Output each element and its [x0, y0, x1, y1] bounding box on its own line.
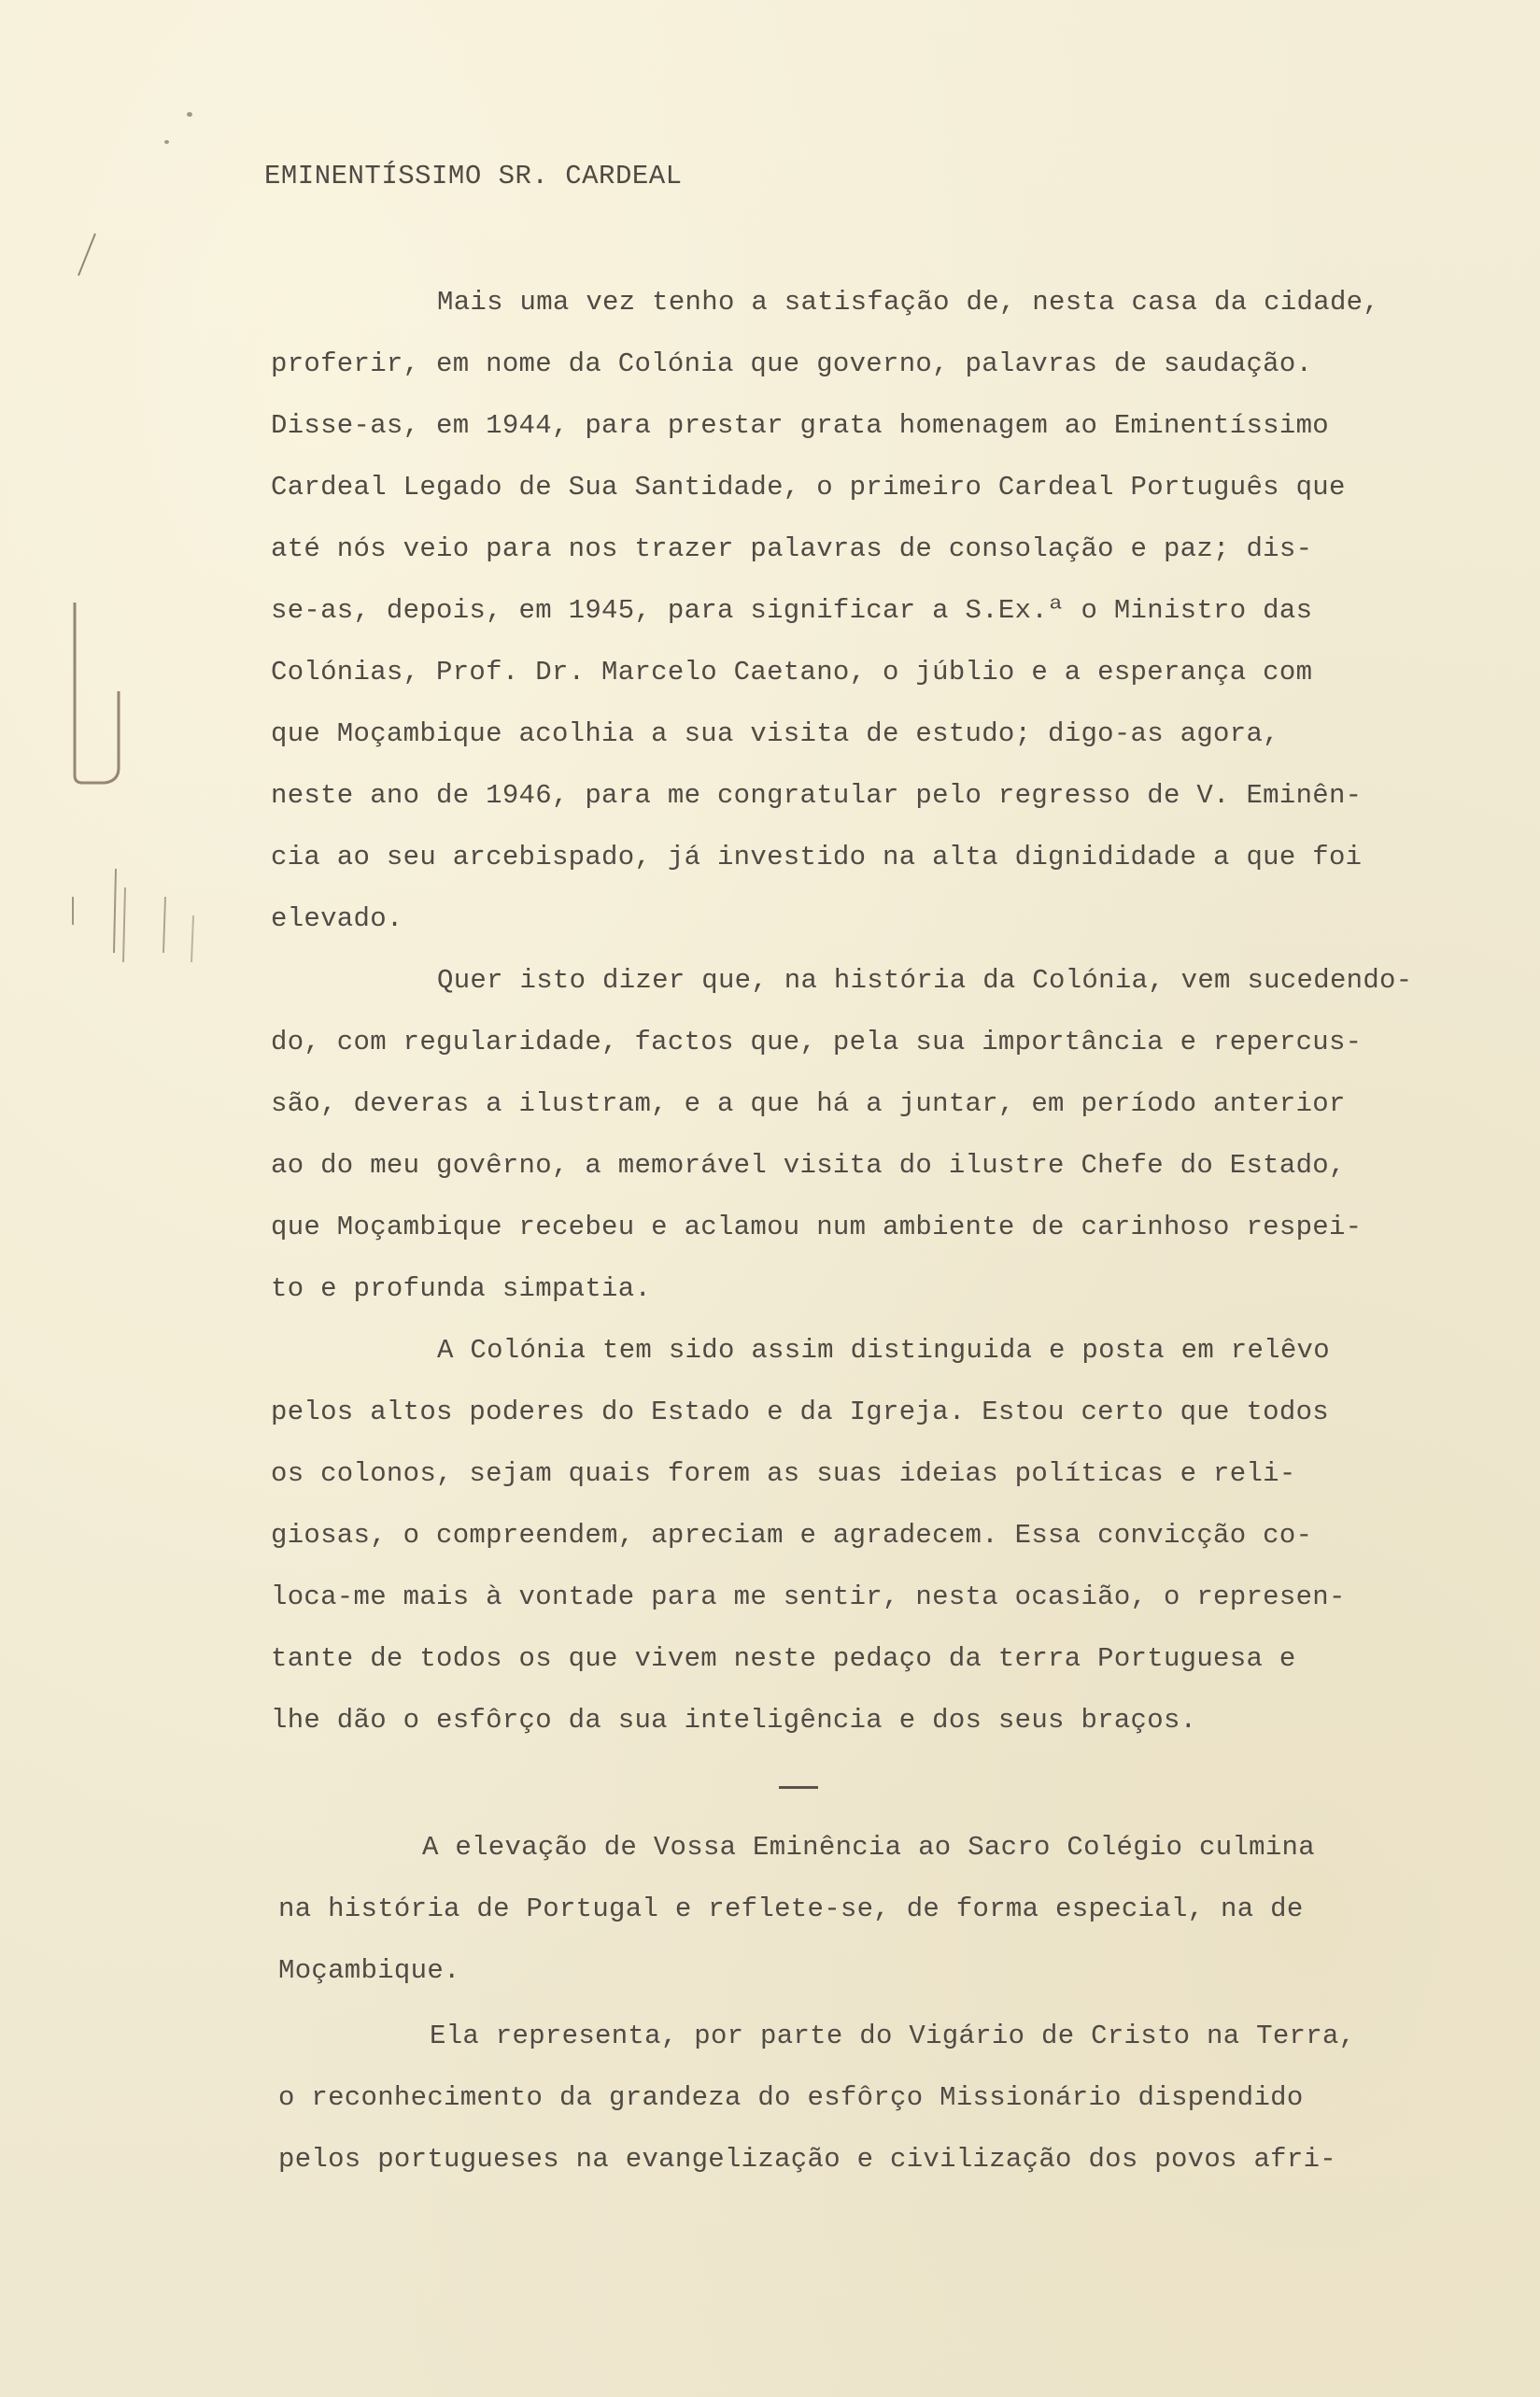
- text-line: Colónias, Prof. Dr. Marcelo Caetano, o júblio e a esperança com: [271, 657, 1313, 688]
- text-line: Moçambique.: [278, 1955, 460, 1986]
- text-line: até nós veio para nos trazer palavras de consolação e paz; dis-: [271, 533, 1313, 564]
- text-line: Quer isto dizer que, na história da Colónia, vem sucedendo-: [437, 965, 1413, 996]
- text-line: to e profunda simpatia.: [271, 1273, 652, 1304]
- text-line: na história de Portugal e reflete-se, de forma especial, na de: [278, 1893, 1304, 1924]
- text-line: A Colónia tem sido assim distinguida e posta em relêvo: [437, 1335, 1330, 1366]
- text-line: loca-me mais à vontade para me sentir, nesta ocasião, o represen-: [271, 1581, 1346, 1612]
- text-line: giosas, o compreendem, apreciam e agradecem. Essa convicção co-: [271, 1520, 1313, 1551]
- text-line: cia ao seu arcebispado, já investido na alta dignididade a que foi: [271, 842, 1363, 872]
- text-line: do, com regularidade, factos que, pela sua importância e repercus-: [271, 1027, 1363, 1057]
- text-line: elevado.: [271, 903, 403, 934]
- text-line: se-as, depois, em 1945, para significar a S.Ex.ª o Ministro das: [271, 595, 1313, 626]
- text-line: que Moçambique recebeu e aclamou num ambiente de carinhoso respei-: [271, 1212, 1363, 1242]
- text-line: neste ano de 1946, para me congratular pelo regresso de V. Eminên-: [271, 780, 1363, 811]
- margin-tick: [67, 224, 105, 280]
- text-line: tante de todos os que vivem neste pedaço da terra Portuguesa e: [271, 1643, 1296, 1674]
- text-line: Disse-as, em 1944, para prestar grata homenagem ao Eminentíssimo: [271, 410, 1329, 441]
- text-line: são, deveras a ilustram, e a que há a juntar, em período anterior: [271, 1088, 1346, 1119]
- text-line: que Moçambique acolhia a sua visita de estudo; digo-as agora,: [271, 718, 1279, 749]
- text-line: proferir, em nome da Colónia que governo, palavras de saudação.: [271, 348, 1313, 379]
- speck: [187, 112, 192, 117]
- speck: [164, 140, 169, 144]
- text-line: pelos altos poderes do Estado e da Igreja. Estou certo que todos: [271, 1397, 1329, 1427]
- section-separator: [779, 1786, 818, 1789]
- text-line: o reconhecimento da grandeza do esfôrço Missionário dispendido: [278, 2082, 1304, 2113]
- page-title: EMINENTÍSSIMO SR. CARDEAL: [264, 161, 683, 191]
- text-line: Ela representa, por parte do Vigário de Cristo na Terra,: [430, 2021, 1356, 2051]
- text-line: ao do meu govêrno, a memorável visita do ilustre Chefe do Estado,: [271, 1150, 1346, 1181]
- text-line: A elevação de Vossa Eminência ao Sacro Colégio culmina: [422, 1832, 1315, 1863]
- margin-marks: [67, 859, 207, 972]
- text-line: os colonos, sejam quais forem as suas ideias políticas e reli-: [271, 1458, 1296, 1489]
- text-line: Mais uma vez tenho a satisfação de, nesta casa da cidade,: [437, 287, 1380, 318]
- text-line: Cardeal Legado de Sua Santidade, o primeiro Cardeal Português que: [271, 472, 1346, 503]
- staple-mark: [67, 598, 123, 785]
- text-line: pelos portugueses na evangelização e civilização dos povos afri-: [278, 2144, 1336, 2175]
- text-line: lhe dão o esfôrço da sua inteligência e dos seus braços.: [271, 1705, 1197, 1736]
